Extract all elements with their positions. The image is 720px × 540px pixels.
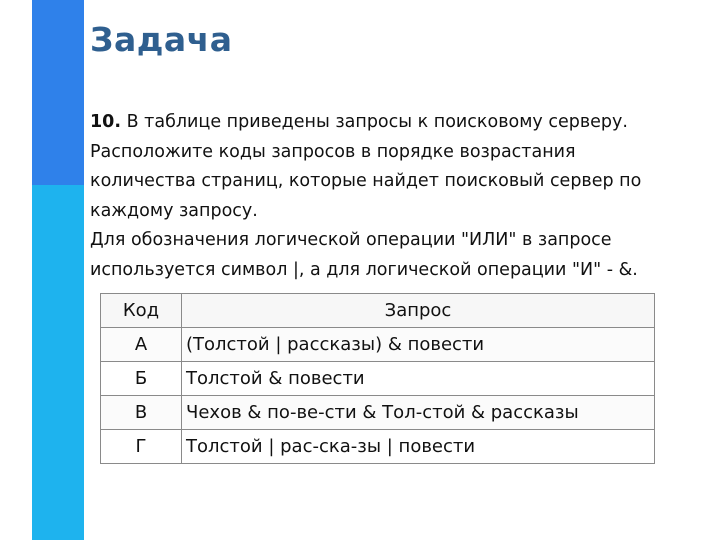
- task-line-1: [90, 108, 710, 138]
- task-number: 10.: [90, 112, 122, 132]
- row-code: А: [101, 328, 182, 362]
- row-code: Б: [101, 362, 182, 396]
- task-line-1-text: В таблице приведены запросы к поисковому серверу.: [121, 112, 628, 132]
- table-row: [101, 430, 655, 464]
- accent-bar-top: [32, 0, 84, 185]
- column-header-query: Запрос: [182, 294, 655, 328]
- task-line-6: используется символ |, а для логической операции "И" - &.: [90, 259, 638, 280]
- slide-title: Задача: [90, 20, 233, 59]
- query-table: [100, 293, 655, 464]
- task-line-5: Для обозначения логической операции "ИЛИ" в запросе: [90, 230, 612, 250]
- task-line-2: Расположите коды запросов в порядке возрастания: [90, 141, 576, 162]
- table-row: [101, 362, 655, 396]
- row-code: В: [101, 396, 182, 430]
- row-code: Г: [101, 430, 182, 464]
- table-row: [101, 328, 655, 362]
- row-query: Чехов & по-ве-сти & Тол-стой & рассказы: [182, 396, 655, 430]
- task-line-4: каждому запросу.: [90, 200, 258, 221]
- table-row: [101, 396, 655, 430]
- accent-bar-bottom: [32, 185, 84, 540]
- row-query: Толстой & повести: [182, 362, 655, 396]
- task-line-3: количества страниц, которые найдет поисковый сервер по: [90, 171, 642, 191]
- table-header-row: [101, 294, 655, 328]
- row-query: Толстой | рас-ска-зы | повести: [182, 430, 655, 464]
- row-query: (Толстой | рассказы) & повести: [182, 328, 655, 362]
- column-header-code: Код: [101, 294, 182, 328]
- task-text: [90, 108, 710, 285]
